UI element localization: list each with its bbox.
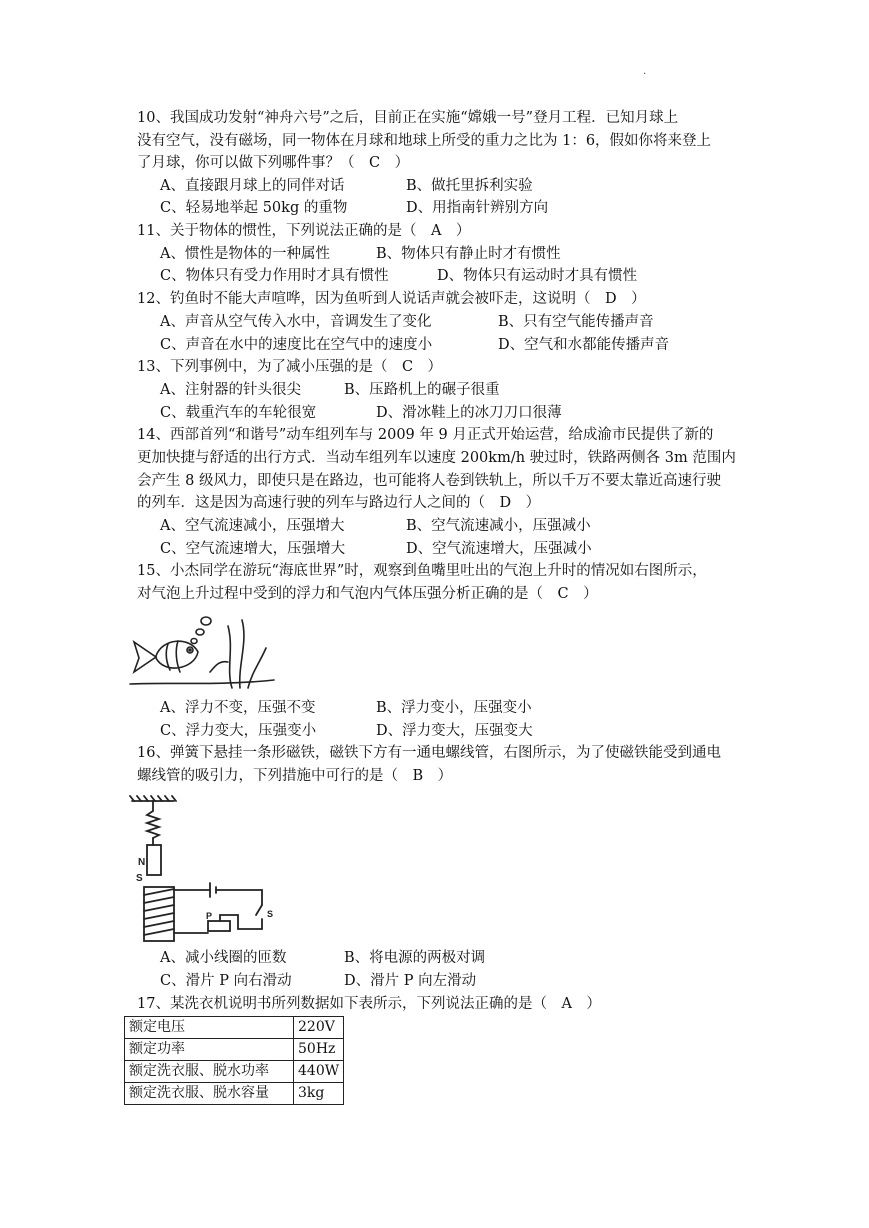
option-b: B、浮力变小，压强变小 (376, 700, 532, 716)
table-row (125, 1083, 344, 1105)
table-row (125, 1061, 344, 1083)
option-c: C、载重汽车的车轮很宽 (160, 405, 317, 421)
question-17-line-1: 17、某洗衣机说明书所列数据如下表所示，下列说法正确的是（ A ） (137, 996, 601, 1012)
question-14-line-4: 的列车．这是因为高速行驶的列车与路边行人之间的（ D ） (137, 495, 541, 511)
option-d: D、浮力变大，压强变大 (376, 723, 533, 739)
question-12-line-1: 12、钓鱼时不能大声喧哗，因为鱼听到人说话声就会被吓走，这说明（ D ） (137, 291, 646, 307)
table-row (125, 1039, 344, 1061)
table-cell-value: 3kg (294, 1083, 344, 1105)
question-10-line-3: 了月球，你可以做下列哪件事？（ C ） (137, 155, 410, 171)
option-a: A、惯性是物体的一种属性 (160, 246, 330, 262)
option-d: D、滑冰鞋上的冰刀刀口很薄 (376, 405, 562, 421)
option-b: B、物体只有静止时才有惯性 (376, 246, 561, 262)
option-c: C、空气流速增大，压强增大 (160, 541, 346, 557)
option-c: C、声音在水中的速度比在空气中的速度小 (160, 337, 433, 353)
option-c: C、物体只有受力作用时才具有惯性 (160, 268, 389, 284)
question-13-line-1: 13、下列事例中，为了减小压强的是（ C ） (137, 359, 443, 375)
option-b: B、做托里拆利实验 (406, 178, 533, 194)
question-16-line-2: 螺线管的吸引力，下列措施中可行的是（ B ） (137, 768, 453, 784)
table-row (125, 1017, 344, 1039)
question-10-line-1: 10、我国成功发射“神舟六号”之后，目前正在实施“嫦娥一号”登月工程．已知月球上 (137, 110, 679, 126)
page-mark: . (643, 66, 647, 77)
table-cell-key: 额定洗衣服、脱水容量 (125, 1083, 294, 1105)
option-a: A、声音从空气传入水中，音调发生了变化 (160, 314, 432, 330)
option-b: B、将电源的两极对调 (344, 950, 486, 966)
question-14-line-3: 会产生 8 级风力，即使只是在路边，也可能将人卷到铁轨上，所以千万不要太靠近高速行驶 (137, 473, 721, 489)
switch-label: S (267, 909, 274, 919)
table-cell-key: 额定洗衣服、脱水功率 (125, 1061, 294, 1083)
option-b: B、只有空气能传播声音 (498, 314, 654, 330)
option-c: C、轻易地举起 50kg 的重物 (160, 200, 348, 216)
question-14-line-1: 14、西部首列“和谐号”动车组列车与 2009 年 9 月正式开始运营，给成渝市民提供了新的 (137, 427, 714, 443)
solenoid-circuit-figure (128, 795, 278, 945)
option-a: A、直接跟月球上的同伴对话 (160, 178, 345, 194)
table-cell-value: 220V (294, 1017, 344, 1039)
option-d: D、物体只有运动时才具有惯性 (437, 268, 638, 284)
question-10-line-2: 没有空气，没有磁场，同一物体在月球和地球上所受的重力之比为 1：6，假如你将来登上 (137, 133, 712, 149)
question-14-line-2: 更加快捷与舒适的出行方式．当动车组列车以速度 200km/h 驶过时，铁路两侧各 3m 范围内 (137, 450, 736, 466)
table-cell-value: 50Hz (294, 1039, 344, 1061)
table-cell-key: 额定电压 (125, 1017, 294, 1039)
option-a: A、浮力不变，压强不变 (160, 700, 316, 716)
option-d: D、空气和水都能传播声音 (498, 337, 670, 353)
question-16-line-1: 16、弹簧下悬挂一条形磁铁，磁铁下方有一通电螺线管，右图所示，为了使磁铁能受到通电 (137, 745, 721, 761)
option-c: C、浮力变大，压强变小 (160, 723, 317, 739)
option-c: C、滑片 P 向右滑动 (160, 973, 292, 989)
option-b: B、空气流速减小，压强减小 (406, 518, 591, 534)
table-cell-key: 额定功率 (125, 1039, 294, 1061)
question-11-line-1: 11、关于物体的惯性，下列说法正确的是（ A ） (137, 223, 471, 239)
question-15-line-1: 15、小杰同学在游玩“海底世界”时，观察到鱼嘴里吐出的气泡上升时的情况如右图所示， (137, 563, 707, 579)
slider-p-label: P (206, 911, 213, 921)
option-b: B、压路机上的碾子很重 (344, 382, 500, 398)
option-a: A、减小线圈的匝数 (160, 950, 287, 966)
fish-bubble-figure (128, 612, 278, 690)
option-d: D、用指南针辨别方向 (406, 200, 549, 216)
option-a: A、空气流速减小，压强增大 (160, 518, 345, 534)
spec-table (124, 1016, 344, 1105)
option-a: A、注射器的针头很尖 (160, 382, 301, 398)
table-cell-value: 440W (294, 1061, 344, 1083)
south-pole-label: S (136, 873, 143, 884)
option-d: D、滑片 P 向左滑动 (344, 973, 477, 989)
option-d: D、空气流速增大，压强减小 (406, 541, 592, 557)
north-pole-label: N (138, 857, 146, 868)
question-15-line-2: 对气泡上升过程中受到的浮力和气泡内气体压强分析正确的是（ C ） (137, 586, 598, 602)
